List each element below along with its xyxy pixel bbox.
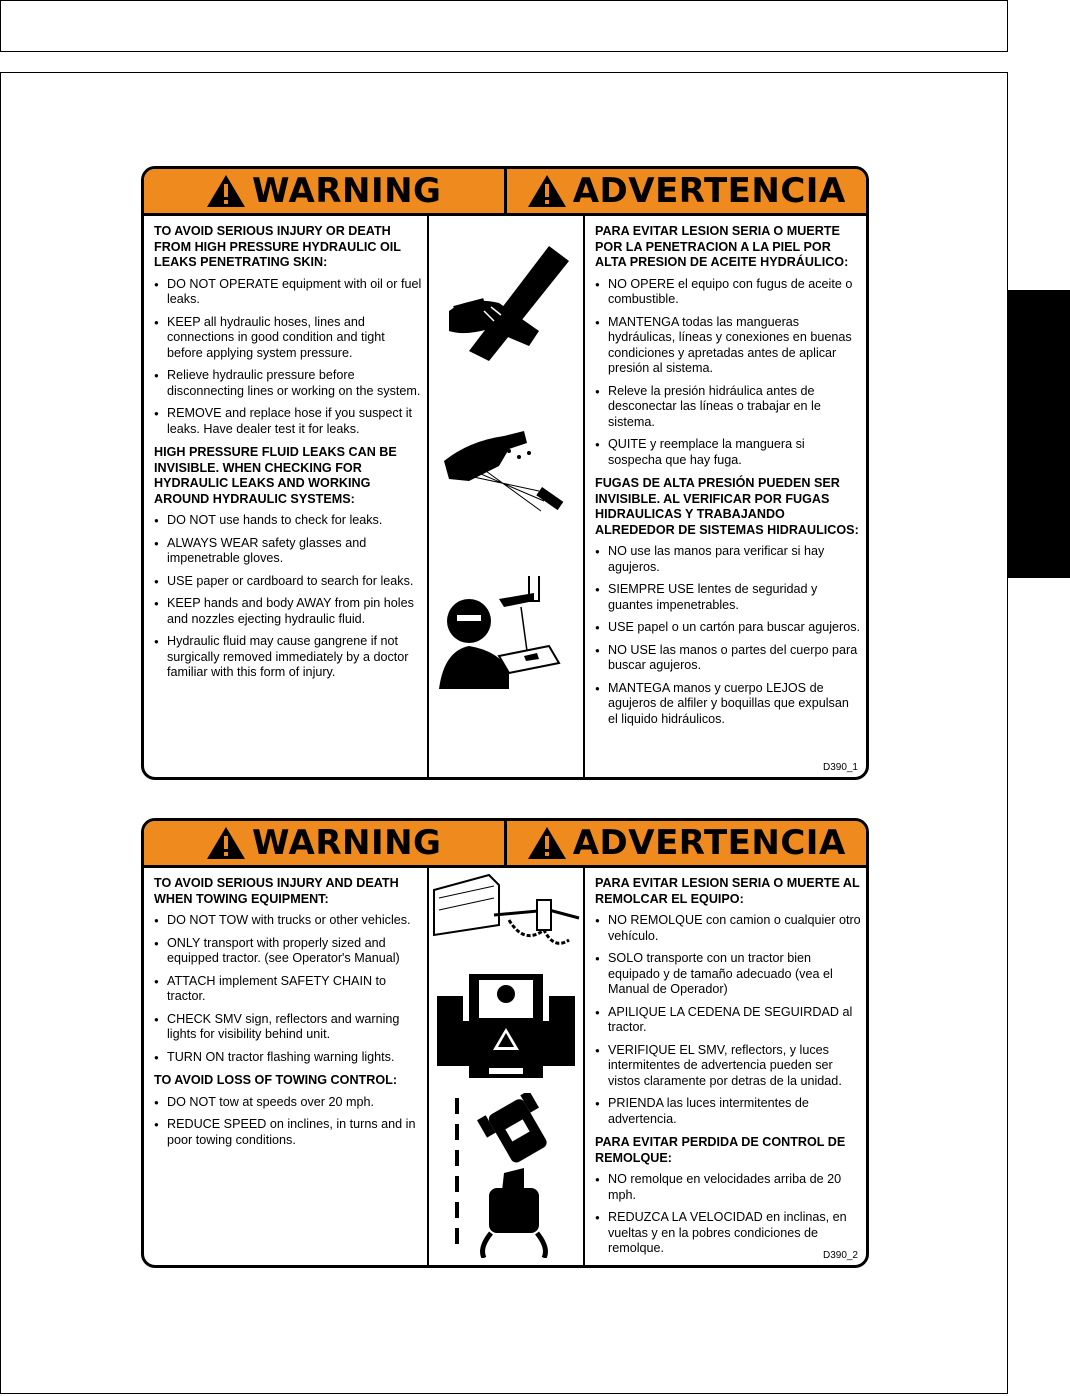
list-item: ● APILIQUE LA CEDENA DE SEGUIRDAD al tractor.: [595, 1005, 862, 1036]
bullet-list: [154, 513, 423, 681]
banner-en: [144, 169, 504, 213]
list-item: ● ALWAYS WEAR safety glasses and impenetrable gloves.: [154, 536, 423, 567]
section-heading: HIGH PRESSURE FLUID LEAKS CAN BE INVISIBLE. WHEN CHECKING FOR HYDRAULIC LEAKS AND WORKING AROUND HYDRAULIC SYSTEMS:: [154, 445, 397, 506]
list-item: ● REMOVE and replace hose if you suspect it leaks. Have dealer test it for leaks.: [154, 406, 423, 437]
bullet-list: [154, 913, 423, 1065]
bullet-list: [154, 277, 423, 438]
warning-banner: [144, 169, 866, 216]
towing-warning-decal: [141, 818, 869, 1268]
pictogram-column: [427, 216, 585, 777]
list-item: ● VERIFIQUE EL SMV, reflectors, y luces intermitentes de advertencia pueden ser vistos claramente por detras de la unidad.: [595, 1043, 862, 1090]
hand-penetration-pictogram: [429, 241, 583, 371]
list-item: ● MANTEGA manos y cuerpo LEJOS de agujeros de alfiler y boquillas que expulsan el liquido hidráulicos.: [595, 681, 862, 728]
spanish-column: [585, 216, 866, 777]
english-column: [144, 868, 427, 1265]
decal-code: D390_1: [822, 762, 858, 773]
banner-en-text: WARNING: [252, 171, 442, 211]
tractor-towing-turn-pictogram: [429, 1093, 583, 1258]
section-heading: FUGAS DE ALTA PRESIÓN PUEDEN SER INVISIBLE. AL VERIFICAR POR FUGAS HIDRAULICAS Y TRABAJANDO ALREDEDOR DE SISTEMAS HIDRAULICOS:: [595, 476, 859, 537]
bullet-list: [595, 913, 862, 1127]
list-item: ● KEEP hands and body AWAY from pin holes and nozzles ejecting hydraulic fluid.: [154, 596, 423, 627]
list-item: ● SIEMPRE USE lentes de seguridad y guantes impenetrables.: [595, 582, 862, 613]
list-item: ● DO NOT TOW with trucks or other vehicles.: [154, 913, 423, 929]
list-item: ● Hydraulic fluid may cause gangrene if not surgically removed immediately by a doctor familiar with this form of injury.: [154, 634, 423, 681]
cardboard-check-pictogram: [429, 571, 583, 691]
section-heading: TO AVOID LOSS OF TOWING CONTROL:: [154, 1073, 398, 1087]
decal-code: D390_2: [822, 1250, 858, 1261]
tractor-rear-smv-pictogram: [429, 966, 583, 1081]
list-item: ● Releve la presión hidráulica antes de desconectar las líneas o trabajar en le sistema.: [595, 384, 862, 431]
list-item: ● QUITE y reemplace la manguera si sospecha que hay fuga.: [595, 437, 862, 468]
banner-es: [504, 169, 867, 213]
spanish-column: [585, 868, 866, 1265]
section-heading: TO AVOID SERIOUS INJURY OR DEATH FROM HIGH PRESSURE HYDRAULIC OIL LEAKS PENETRATING SKIN:: [154, 224, 401, 269]
spray-hand-pictogram: [429, 421, 583, 531]
list-item: ● DO NOT tow at speeds over 20 mph.: [154, 1095, 423, 1111]
bullet-list: [595, 544, 862, 727]
bullet-list: [595, 277, 862, 469]
list-item: ● MANTENGA todas las mangueras hydráulicas, líneas y conexiones en buenas condiciones y apretadas antes de aplicar presión al sistema.: [595, 315, 862, 377]
hydraulic-warning-decal: [141, 166, 869, 780]
section-heading: PARA EVITAR PERDIDA DE CONTROL DE REMOLQUE:: [595, 1135, 846, 1165]
english-column: [144, 216, 427, 777]
list-item: ● ONLY transport with properly sized and equipped tractor. (see Operator's Manual): [154, 936, 423, 967]
list-item: ● NO remolque en velocidades arriba de 20 mph.: [595, 1172, 862, 1203]
bullet-list: [595, 1172, 862, 1257]
page-header-box: [0, 0, 1008, 52]
banner-en-text: WARNING: [252, 823, 442, 863]
list-item: ● DO NOT OPERATE equipment with oil or fuel leaks.: [154, 277, 423, 308]
list-item: ● NO REMOLQUE con camion o cualquier otro vehículo.: [595, 913, 862, 944]
warning-triangle-icon: [206, 174, 246, 208]
banner-en: [144, 821, 504, 865]
list-item: ● USE papel o un cartón para buscar agujeros.: [595, 620, 862, 636]
list-item: ● NO USE las manos o partes del cuerpo para buscar agujeros.: [595, 643, 862, 674]
list-item: ● USE paper or cardboard to search for leaks.: [154, 574, 423, 590]
bullet-list: [154, 1095, 423, 1149]
section-heading: TO AVOID SERIOUS INJURY AND DEATH WHEN TOWING EQUIPMENT:: [154, 876, 399, 906]
banner-es-text: ADVERTENCIA: [572, 171, 846, 211]
safety-chain-hitch-pictogram: [429, 870, 583, 960]
section-heading: PARA EVITAR LESION SERIA O MUERTE AL REMOLCAR EL EQUIPO:: [595, 876, 860, 906]
warning-triangle-icon: [206, 826, 246, 860]
banner-es: [504, 821, 867, 865]
list-item: ● REDUZCA LA VELOCIDAD en inclinas, en vueltas y en la pobres condiciones de remolque.: [595, 1210, 862, 1257]
section-tab: [1008, 290, 1070, 578]
list-item: ● ATTACH implement SAFETY CHAIN to tractor.: [154, 974, 423, 1005]
list-item: ● REDUCE SPEED on inclines, in turns and in poor towing conditions.: [154, 1117, 423, 1148]
list-item: ● KEEP all hydraulic hoses, lines and connections in good condition and tight before applying system pressure.: [154, 315, 423, 362]
list-item: ● PRIENDA las luces intermitentes de advertencia.: [595, 1096, 862, 1127]
list-item: ● SOLO transporte con un tractor bien equipado y de tamaño adecuado (vea el Manual de Operador): [595, 951, 862, 998]
list-item: ● NO OPERE el equipo con fugus de aceite o combustible.: [595, 277, 862, 308]
pictogram-column: [427, 868, 585, 1265]
list-item: ● NO use las manos para verificar si hay agujeros.: [595, 544, 862, 575]
warning-banner: [144, 821, 866, 868]
warning-triangle-icon: [527, 826, 567, 860]
section-heading: PARA EVITAR LESION SERIA O MUERTE POR LA PENETRACION A LA PIEL POR ALTA PRESION DE ACEITE HYDRÁULICO:: [595, 224, 849, 269]
list-item: ● TURN ON tractor flashing warning lights.: [154, 1050, 423, 1066]
banner-es-text: ADVERTENCIA: [572, 823, 846, 863]
list-item: ● Relieve hydraulic pressure before disconnecting lines or working on the system.: [154, 368, 423, 399]
warning-triangle-icon: [527, 174, 567, 208]
list-item: ● CHECK SMV sign, reflectors and warning lights for visibility behind unit.: [154, 1012, 423, 1043]
list-item: ● DO NOT use hands to check for leaks.: [154, 513, 423, 529]
